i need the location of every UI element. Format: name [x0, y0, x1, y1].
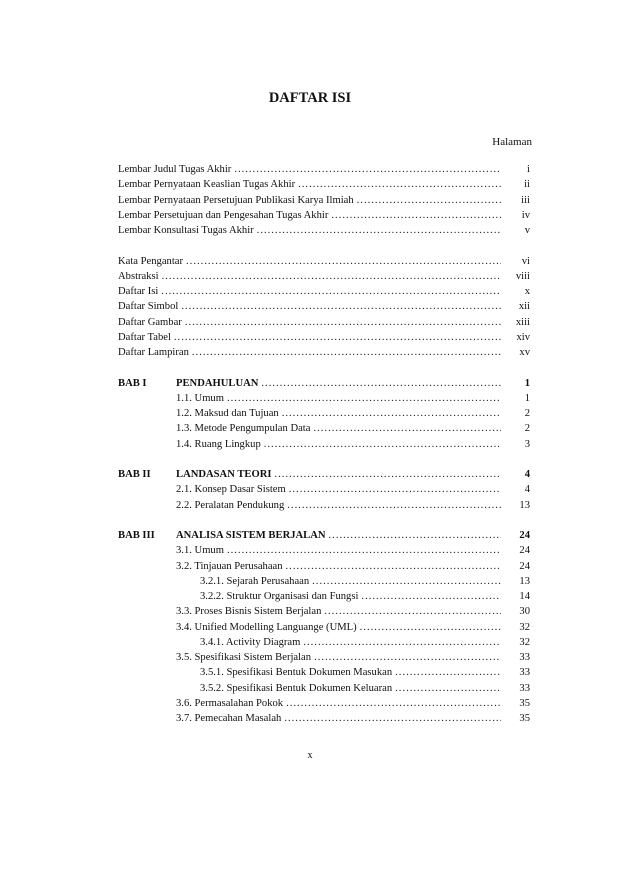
dot-leader: [261, 377, 501, 391]
toc-front-entry: [118, 163, 530, 177]
entry-label: 3.5.1. Spesifikasi Bentuk Dokumen Masukan: [200, 667, 393, 679]
entry-label: Daftar Tabel: [118, 331, 171, 343]
toc-front-entry: [118, 194, 530, 208]
dot-leader: [287, 499, 501, 513]
entry-page-number: 32: [519, 636, 530, 648]
dot-leader: [395, 666, 501, 680]
dot-leader: [357, 194, 501, 208]
entry-page-number: 13: [519, 499, 530, 511]
entry-page-number: 24: [519, 545, 530, 557]
entry-page-number: viii: [515, 270, 530, 282]
toc-section-entry: [118, 621, 530, 635]
entry-page-number: 13: [519, 575, 530, 587]
entry-page-number: x: [524, 286, 530, 297]
entry-page-number: 3: [524, 438, 530, 450]
entry-label: 3.6. Permasalahan Pokok: [176, 697, 284, 709]
entry-page-number: v: [524, 225, 530, 236]
entry-page-number: xiii: [515, 316, 530, 328]
dot-leader: [161, 285, 501, 299]
dot-leader: [162, 270, 501, 284]
entry-label: 1.3. Metode Pengumpulan Data: [176, 423, 311, 435]
halaman-label: Halaman: [492, 136, 532, 148]
toc-section-entry: [118, 712, 530, 726]
entry-label: 3.4.1. Activity Diagram: [200, 636, 301, 648]
toc-front-entry: [118, 209, 530, 223]
toc-chapter-heading: [118, 468, 530, 482]
dot-leader: [331, 209, 501, 223]
toc-section-entry: [118, 422, 530, 436]
entry-page-number: 33: [519, 682, 530, 694]
dot-leader: [298, 178, 501, 192]
toc-list-entry: [118, 331, 530, 345]
entry-page-number: 33: [519, 667, 530, 679]
entry-label: Lembar Pernyataan Persetujuan Publikasi Karya Ilmiah: [118, 194, 354, 206]
toc-list-entry: [118, 316, 530, 330]
entry-label: 3.5.2. Spesifikasi Bentuk Dokumen Keluaran: [200, 682, 393, 694]
chapter-title: LANDASAN TEORI: [176, 469, 272, 480]
chapter-title: PENDAHULUAN: [176, 377, 259, 389]
dot-leader: [361, 590, 501, 604]
page-title: DAFTAR ISI: [268, 90, 352, 106]
entry-page-number: iv: [521, 209, 530, 221]
dot-leader: [234, 163, 501, 177]
toc-section-entry: [118, 605, 530, 619]
page-number: x: [307, 750, 313, 761]
entry-label: 1.4. Ruang Lingkup: [176, 438, 261, 450]
entry-label: 3.1. Umum: [176, 545, 224, 557]
entry-label: 1.2. Maksud dan Tujuan: [176, 408, 279, 419]
entry-label: Lembar Pernyataan Keaslian Tugas Akhir: [118, 179, 296, 191]
toc-chapter-heading: [118, 529, 530, 543]
dot-leader: [286, 560, 501, 574]
toc-section-entry: [118, 590, 530, 604]
entry-page-number: iii: [521, 194, 530, 206]
entry-label: Daftar Gambar: [118, 316, 182, 328]
dot-leader: [289, 483, 501, 497]
entry-label: Abstraksi: [118, 270, 159, 282]
entry-label: Daftar Isi: [118, 286, 159, 297]
toc-front-entry: [118, 224, 530, 238]
dot-leader: [174, 331, 501, 345]
dot-leader: [286, 697, 501, 711]
entry-label: 3.7. Pemecahan Masalah: [176, 713, 282, 724]
entry-page-number: 2: [524, 423, 530, 435]
entry-label: 2.1. Konsep Dasar Sistem: [176, 484, 286, 496]
entry-label: 3.3. Proses Bisnis Sistem Berjalan: [176, 606, 322, 618]
entry-label: 3.4. Unified Modelling Languange (UML): [176, 621, 357, 633]
dot-leader: [282, 407, 501, 421]
entry-page-number: i: [527, 164, 530, 175]
entry-page-number: 2: [524, 408, 530, 419]
dot-leader: [313, 422, 501, 436]
chapter-number: BAB II: [118, 469, 151, 480]
dot-leader: [186, 255, 501, 269]
toc-list-entry: [118, 300, 530, 314]
entry-page-number: 1: [524, 392, 530, 404]
entry-page-number: 30: [519, 606, 530, 618]
entry-label: Lembar Judul Tugas Akhir: [118, 164, 232, 175]
entry-page-number: 4: [524, 469, 530, 480]
entry-page-number: 35: [519, 713, 530, 724]
entry-page-number: 1: [524, 377, 530, 389]
toc-list-entry: [118, 270, 530, 284]
toc-section-entry: [118, 483, 530, 497]
toc-list-entry: [118, 285, 530, 299]
entry-page-number: 14: [519, 591, 530, 602]
toc-section-entry: [118, 438, 530, 452]
toc-section-entry: [118, 499, 530, 513]
chapter-number: BAB I: [118, 377, 147, 389]
chapter-title: ANALISA SISTEM BERJALAN: [176, 530, 326, 541]
dot-leader: [312, 575, 501, 589]
entry-page-number: xiv: [516, 331, 530, 343]
entry-page-number: vi: [521, 255, 530, 267]
entry-page-number: 4: [524, 484, 530, 496]
dot-leader: [314, 651, 501, 665]
toc-section-entry: [118, 697, 530, 711]
entry-label: Kata Pengantar: [118, 255, 184, 267]
dot-leader: [185, 316, 501, 330]
toc-section-entry: [118, 651, 530, 665]
toc-list-entry: [118, 346, 530, 360]
entry-page-number: 32: [519, 621, 530, 633]
entry-label: 3.2.2. Struktur Organisasi dan Fungsi: [200, 591, 359, 602]
dot-leader: [264, 438, 501, 452]
entry-page-number: 33: [519, 652, 530, 663]
entry-page-number: 24: [519, 530, 530, 541]
entry-label: 3.2.1. Sejarah Perusahaan: [200, 575, 310, 587]
toc-section-entry: [118, 544, 530, 558]
dot-leader: [360, 621, 501, 635]
entry-page-number: ii: [524, 179, 530, 191]
dot-leader: [274, 468, 501, 482]
toc-section-entry: [118, 560, 530, 574]
entry-label: 3.5. Spesifikasi Sistem Berjalan: [176, 652, 312, 663]
dot-leader: [324, 605, 501, 619]
toc-front-entry: [118, 178, 530, 192]
entry-label: Lembar Konsultasi Tugas Akhir: [118, 225, 254, 236]
dot-leader: [329, 529, 501, 543]
dot-leader: [181, 300, 501, 314]
entry-page-number: xv: [519, 347, 530, 358]
entry-label: 3.2. Tinjauan Perusahaan: [176, 560, 283, 572]
toc-section-entry: [118, 407, 530, 421]
dot-leader: [192, 346, 501, 360]
dot-leader: [257, 224, 501, 238]
toc-section-entry: [118, 682, 530, 696]
dot-leader: [227, 544, 501, 558]
dot-leader: [395, 682, 501, 696]
toc-list-entry: [118, 255, 530, 269]
toc-chapter-heading: [118, 377, 530, 391]
entry-label: 2.2. Peralatan Pendukung: [176, 499, 285, 511]
entry-page-number: 24: [519, 560, 530, 572]
entry-label: Lembar Persetujuan dan Pengesahan Tugas Akhir: [118, 209, 329, 221]
entry-label: 1.1. Umum: [176, 392, 224, 404]
entry-page-number: xii: [518, 301, 530, 313]
toc-section-entry: [118, 575, 530, 589]
chapter-number: BAB III: [118, 530, 155, 541]
entry-label: Daftar Lampiran: [118, 347, 189, 358]
dot-leader: [284, 712, 501, 726]
toc-section-entry: [118, 666, 530, 680]
entry-label: Daftar Simbol: [118, 301, 179, 313]
dot-leader: [303, 636, 501, 650]
dot-leader: [227, 392, 501, 406]
toc-section-entry: [118, 392, 530, 406]
toc-section-entry: [118, 636, 530, 650]
entry-page-number: 35: [519, 697, 530, 709]
